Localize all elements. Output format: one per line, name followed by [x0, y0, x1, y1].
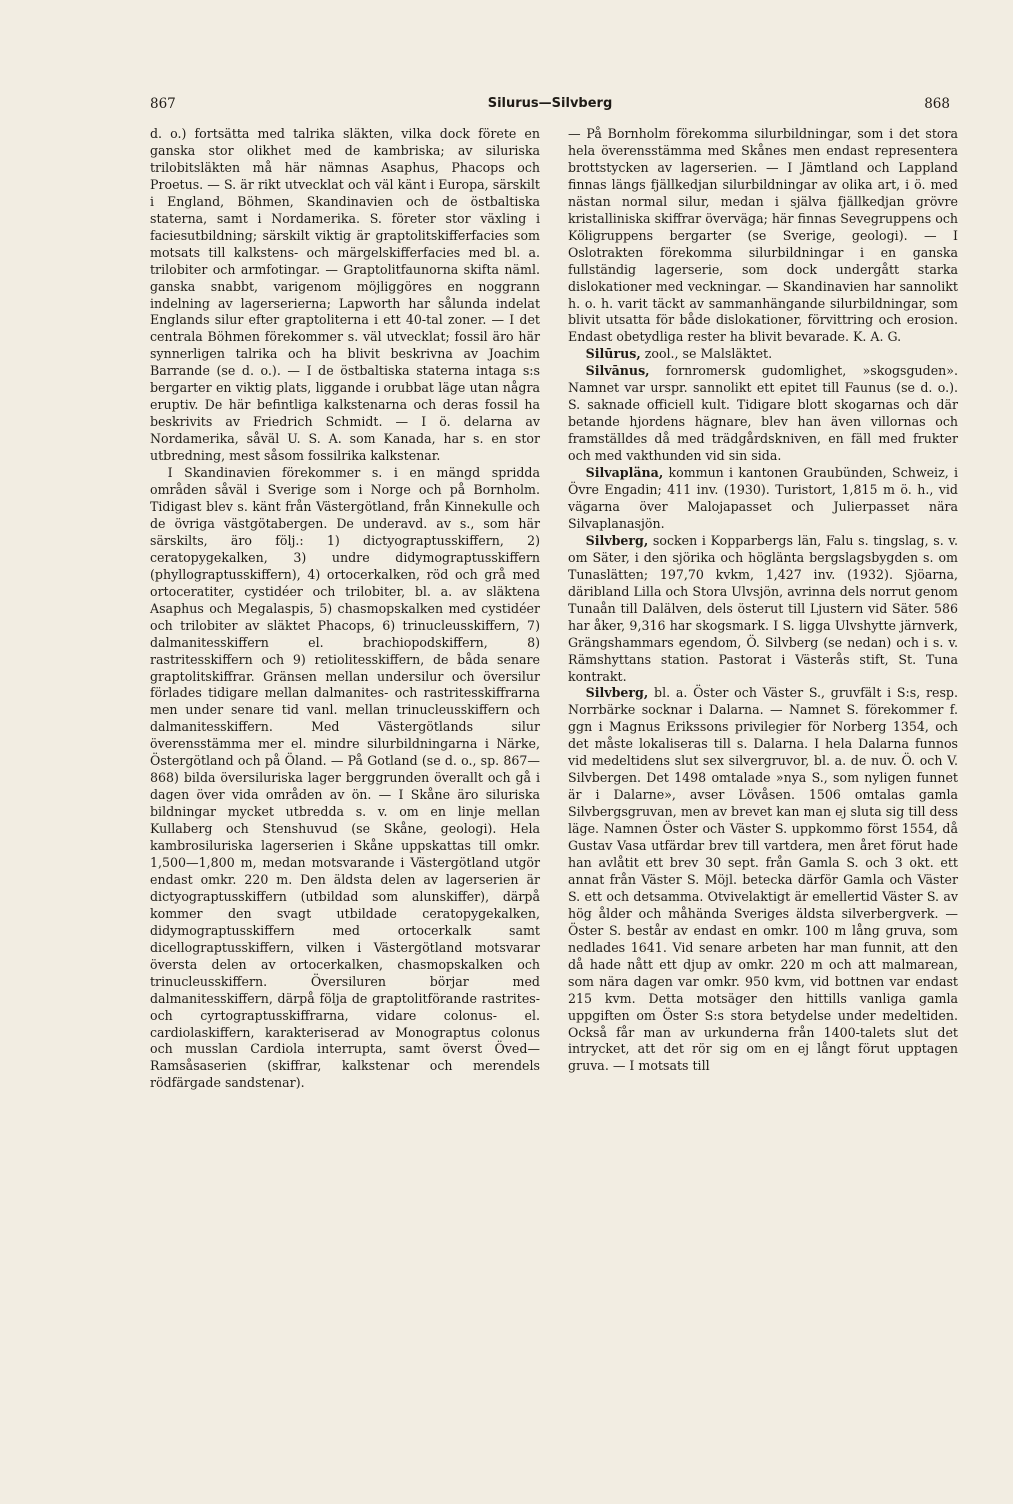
entry-headword: Silūrus, [585, 346, 641, 362]
left-text-column [150, 126, 540, 1092]
page-header [150, 96, 950, 120]
right-text-column [568, 126, 958, 1075]
right-page-number: 868 [924, 96, 950, 112]
entry-headword: Silvberg, [585, 532, 649, 548]
entry-text: fornromersk gudomlighet, »skogsguden». Namnet var urspr. sannolikt ett epitet till Faunus (se d. o.). S. saknade officiell kult. Tidigare blott skogarnas och där betande hjordens hägnare, blev han även villornas och framställdes då med trädgårdskniven, en fäll med frukter och med vakthunden vid sin sida. [568, 363, 958, 464]
entry-text: bl. a. Öster och Väster S., gruvfält i S:s, resp. Norrbärke socknar i Dalarna. — Namnet S. förekommer f. ggn i Magnus Erikssons privilegier för Norberg 1354, och det måste lokaliseras till s. Dalarna. I hela Dalarna funnos vid medeltidens slut sex silvergruvor, bl. a. de nuv. Ö. och V. Silvbergen. Det 1498 omtalade »nya S., som nyligen funnet är i Dalarne», avser Lövåsen. 1506 omtalas gamla Silvbergsgruvan, men av brevet kan man ej sluta sig till dess läge. Namnen Öster och Väster S. uppkommo först 1554, då Gustav Vasa utfärdar brev till vartdera, men året förut hade han avlåtit ett brev 30 sept. från Gamla S. och 3 okt. ett annat från Väster S. Möjl. betecka därför Gamla och Väster S. ett och detsamma. Otvivelaktigt är emellertid Väster S. av hög ålder och måhända Sveriges äldsta silverbergverk. — Öster S. består av endast en omkr. 100 m lång gruva, som nedlades 1641. Vid senare arbeten har man funnit, att den då hade nått ett djup av omkr. 220 m och att malmarean, som nära dagen var omkr. 950 kvm, vid bottnen var endast 215 kvm. Detta motsäger den hittills vanliga gamla uppgiften om Öster S:s stora betydelse under medeltiden. Också får man av urkunderna från 1400-talets slut det intrycket, att det rör sig om en ej långt förut upptagen gruva. — I motsats till [568, 685, 958, 1074]
entry-silvberg-socken [568, 533, 958, 686]
paragraph-silurus-scandinavia: I Skandinavien förekommer s. i en mängd spridda områden såväl i Sverige som i Norge och på Bornholm. Tidigast blev s. känt från Västergötland, från Kinnekulle och de övriga västgötabergen. De underavd. av s., som här särskilts, äro följ.: 1) dictyograptusskiffern, 2) ceratopygekalken, 3) undre didymograptusskiffern (phyllograptusskiffern), 4) ortocerkalken, röd och grå med ortoceratiter, cystidéer och trilobiter, bl. a. av släktena Asaphus och Megalaspis, 5) chasmopskalken med cystidéer och trilobiter av släktet Phacops, 6) trinucleusskiffern, 7) dalmanitesskiffern el. brachiopodskiffern, 8) rastritesskiffern och 9) retiolitesskiffern, de båda senare graptolitskiffrar. Gränsen mellan undersilur och översilur förlades tidigare mellan dalmanites- och rastritesskiffrarna men under senare tid vanl. mellan trinucleusskiffern och dalmanitesskiffern. Med Västergötlands silur överensstämma mer el. mindre silurbildningarna i Närke, Östergötland och på Öland. — På Gotland (se d. o., sp. 867—868) bilda översiluriska lager berggrunden överallt och gå i dagen över vida områden av ön. — I Skåne äro siluriska bildningar mycket utbredda s. v. om en linje mellan Kullaberg och Stenshuvud (se Skåne, geologi). Hela kambrosiluriska lagerserien i Skåne uppskattas till omkr. 1,500—1,800 m, medan motsvarande i Västergötland utgör endast omkr. 220 m. Den äldsta delen av lagerserien är dictyograptusskiffern (utbildad som alunskiffer), därpå kommer den svagt utbildade ceratopygekalken, didymograptusskiffern med ortocerkalk samt dicellograptusskiffern, vilken i Västergötland motsvarar översta delen av ortocerkalken, chasmopskalken och trinucleusskiffern. Översiluren börjar med dalmanitesskiffern, därpå följa de graptolitförande rastrites- och cyrtograptusskiffrarna, vidare colonus- el. cardiolaskiffern, karakteriserad av Monograptus colonus och musslan Cardiola interrupta, samt överst Öved—Ramsåsaserien (skiffrar, kalkstenar och merendels rödfärgade sandstenar). [150, 465, 540, 1091]
entry-silurus-zool [568, 346, 958, 363]
entry-silvaplana [568, 465, 958, 533]
entry-text: zool., se Malsläktet. [640, 346, 773, 362]
entry-silvberg-gruvfalt [568, 685, 958, 1075]
left-page-number: 867 [150, 96, 176, 112]
running-title: Silurus—Silvberg [487, 96, 613, 111]
paragraph-silurus-bornholm: — På Bornholm förekomma silurbildningar, som i det stora hela överensstämma med Skånes men endast representera brottstycken av lagerserien. — I Jämtland och Lappland finnas längs fjällkedjan silurbildningar av olika art, i ö. med nästan normal silur, medan i själva fjällkedjan grövre kristalliniska skiffrar överväga; här finnas Sevegruppens och Köligruppens bergarter (se Sverige, geologi). — I Oslotrakten förekomma silurbildningar i en ganska fullständig lagerserie, som dock undergått starka dislokationer med veckningar. — Skandinavien har sannolikt h. o. h. varit täckt av sammanhängande silurbildningar, som blivit utsatta för både dislokationer, förvittring och erosion. Endast obetydliga rester ha blivit bevarade. K. A. G. [568, 126, 958, 345]
entry-headword: Silvānus, [585, 363, 650, 379]
entry-headword: Silvapläna, [585, 465, 664, 481]
entry-text: socken i Kopparbergs län, Falu s. tingslag, s. v. om Säter, i den sjörika och höglänta bergslagsbygden s. om Tunaslätten; 197,70 kvkm, 1,427 inv. (1932). Sjöarna, däribland Lilla och Stora Ulvsjön, avrinna dels norrut genom Tunaån till Dalälven, dels österut till Ljustern vid Säter. 586 har åker, 9,316 har skogsmark. I S. ligga Ulvshytte järnverk, Grängshammars egendom, Ö. Silvberg (se nedan) och i s. v. Rämshyttans station. Pastorat i Västerås stift, St. Tuna kontrakt. [568, 532, 958, 684]
paragraph-silurus-general: d. o.) fortsätta med talrika släkten, vilka dock förete en ganska stor olikhet med de kambriska; av siluriska trilobitsläkten må här nämnas Asaphus, Phacops och Proetus. — S. är rikt utvecklat och väl känt i Europa, särskilt i England, Böhmen, Skandinavien och de östbaltiska staterna, samt i Nordamerika. S. företer stor växling i faciesutbildning; särskilt viktig är graptolitskifferfacies som motsats till kalkstens- och märgelskifferfacies med bl. a. trilobiter och armfotingar. — Graptolitfaunorna skifta näml. ganska snabbt, varigenom möjliggöres en noggrann indelning av lagerserierna; Lapworth har sålunda indelat Englands silur efter graptoliterna i ett 40-tal zoner. — I det centrala Böhmen förekommer s. väl utvecklat; fossil äro här synnerligen talrika och ha blivit beskrivna av Joachim Barrande (se d. o.). — I de östbaltiska staterna intaga s:s bergarter en viktig plats, liggande i orubbat läge utan några eruptiv. De här befintliga kalkstenarna och deras fossil ha beskrivits av Friedrich Schmidt. — I ö. delarna av Nordamerika, såväl U. S. A. som Kanada, har s. en stor utbredning, mest såsom fossilrika kalkstenar. [150, 126, 540, 464]
entry-text: kommun i kantonen Graubünden, Schweiz, i Övre Engadin; 411 inv. (1930). Turistort, 1,815 m ö. h., vid vägarna över Malojapasset och Julierpasset nära Silvaplanasjön. [568, 465, 958, 531]
entry-headword: Silvberg, [585, 685, 649, 701]
entry-silvanus [568, 363, 958, 465]
